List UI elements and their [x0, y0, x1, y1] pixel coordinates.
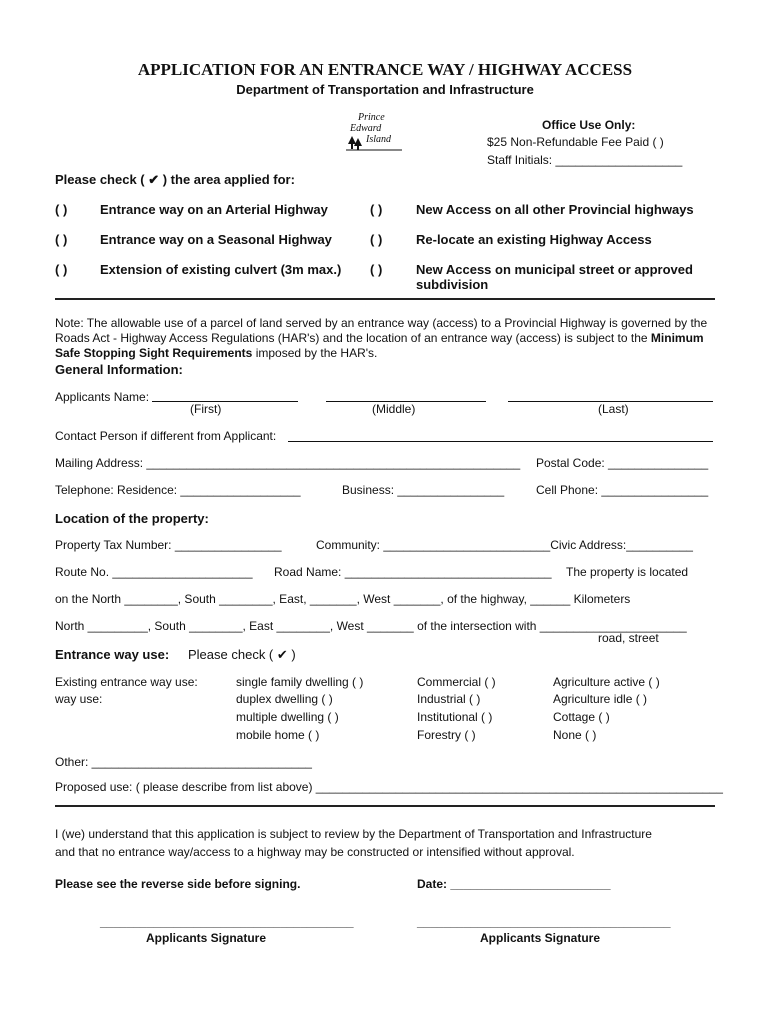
use-agriculture-idle[interactable]: Agriculture idle ( )	[553, 692, 648, 706]
contact-person-label: Contact Person if different from Applicant:	[55, 429, 277, 443]
area-label-relocate: Re-locate an existing Highway Access	[416, 232, 652, 247]
logo-word-3: Island	[366, 134, 391, 145]
area-box-culvert[interactable]: ( )	[55, 262, 68, 277]
signature-line-2[interactable]: ______________________________________	[417, 915, 671, 929]
area-label-arterial: Entrance way on an Arterial Highway	[100, 202, 328, 217]
declaration-line-2: and that no entrance way/access to a highway may be constructed or intensified without approval.	[55, 845, 575, 859]
note-text-2: imposed by the HAR's.	[252, 346, 378, 360]
existing-use-label-2: way use:	[55, 692, 103, 706]
use-single-family[interactable]: single family dwelling ( )	[236, 675, 364, 689]
cell-phone-field[interactable]: Cell Phone: ________________	[536, 483, 709, 497]
last-label: (Last)	[598, 402, 629, 416]
area-box-municipal[interactable]: ( )	[370, 262, 383, 277]
signature-line-1[interactable]: ______________________________________	[100, 915, 354, 929]
form-title: APPLICATION FOR AN ENTRANCE WAY / HIGHWAY ACCESS	[137, 60, 633, 79]
applicant-name-label: Applicants Name:	[55, 390, 150, 404]
mailing-address-field[interactable]: Mailing Address: ________________________________________________________	[55, 456, 521, 470]
residence-phone-field[interactable]: Telephone: Residence: __________________	[55, 483, 301, 497]
area-label-seasonal: Entrance way on a Seasonal Highway	[100, 232, 332, 247]
office-fee: $25 Non-Refundable Fee Paid ( )	[487, 135, 664, 149]
first-name-field[interactable]	[152, 401, 298, 402]
department-subtitle: Department of Transportation and Infrastructure	[236, 82, 534, 97]
property-located-label: The property is located	[566, 565, 689, 579]
proposed-use-field[interactable]: Proposed use: ( please describe from list above) _____________________________________________________________	[55, 780, 723, 794]
check-area-prompt: Please check ( ✔ ) the area applied for:	[55, 172, 295, 187]
road-name-field[interactable]: Road Name: _______________________________	[274, 565, 552, 579]
first-label: (First)	[190, 402, 222, 416]
use-mobile-home[interactable]: mobile home ( )	[236, 728, 320, 742]
pei-logo	[344, 110, 406, 154]
date-field[interactable]: Date: ________________________	[417, 877, 611, 891]
area-label-municipal-cont: subdivision	[416, 277, 489, 292]
signature-label-1: Applicants Signature	[146, 931, 267, 945]
use-commercial[interactable]: Commercial ( )	[417, 675, 496, 689]
area-label-new-access: New Access on all other Provincial highways	[416, 202, 694, 217]
existing-use-label: Existing entrance way use:	[55, 675, 198, 689]
contact-person-field[interactable]	[288, 441, 713, 442]
use-institutional[interactable]: Institutional ( )	[417, 710, 493, 724]
tax-number-field[interactable]: Property Tax Number: ________________	[55, 538, 282, 552]
intersection-field[interactable]: North _________, South ________, East ________, West _______ of the intersection with ______________________	[55, 619, 687, 633]
office-initials: Staff Initials: ___________________	[487, 153, 683, 167]
use-forestry[interactable]: Forestry ( )	[417, 728, 476, 742]
area-box-arterial[interactable]: ( )	[55, 202, 68, 217]
area-label-culvert: Extension of existing culvert (3m max.)	[100, 262, 342, 277]
divider-top	[55, 298, 715, 300]
business-phone-field[interactable]: Business: ________________	[342, 483, 505, 497]
location-heading: Location of the property:	[55, 511, 209, 526]
area-box-relocate[interactable]: ( )	[370, 232, 383, 247]
area-label-municipal: New Access on municipal street or approved	[416, 262, 693, 277]
road-street-label: road, street	[598, 631, 659, 645]
postal-code-field[interactable]: Postal Code: _______________	[536, 456, 709, 470]
area-box-seasonal[interactable]: ( )	[55, 232, 68, 247]
declaration-line-1: I (we) understand that this application is subject to review by the Department of Transportation and Infrastructure	[55, 827, 652, 841]
use-none[interactable]: None ( )	[553, 728, 597, 742]
logo-word-1: Prince	[358, 112, 385, 123]
use-agriculture-active[interactable]: Agriculture active ( )	[553, 675, 660, 689]
use-industrial[interactable]: Industrial ( )	[417, 692, 481, 706]
signature-label-2: Applicants Signature	[480, 931, 601, 945]
use-multiple[interactable]: multiple dwelling ( )	[236, 710, 339, 724]
office-use-heading: Office Use Only:	[542, 118, 636, 132]
route-number-field[interactable]: Route No. _____________________	[55, 565, 253, 579]
note-text-1: Note: The allowable use of a parcel of land served by an entrance way (access) to a Provincial Highway is governed by the Roads Act - Highway Access Regulations (HAR's) and the location of an entrance way (access) is subject to the	[55, 316, 708, 345]
use-check-prompt: Please check ( ✔ )	[188, 647, 296, 662]
highway-location-field[interactable]: on the North ________, South ________, East, _______, West _______, of the highway, ______ Kilometers	[55, 592, 631, 606]
logo-word-2: Edward	[350, 123, 382, 134]
other-use-field[interactable]: Other: _________________________________	[55, 755, 312, 769]
use-cottage[interactable]: Cottage ( )	[553, 710, 610, 724]
note-paragraph	[55, 316, 720, 361]
use-duplex[interactable]: duplex dwelling ( )	[236, 692, 333, 706]
reverse-side-note: Please see the reverse side before signing.	[55, 877, 301, 891]
general-heading: General Information:	[55, 362, 183, 377]
note-bold: Minimum Safe Stopping Sight Requirements	[55, 331, 704, 360]
area-box-new-access[interactable]: ( )	[370, 202, 383, 217]
community-civic-field[interactable]: Community: _________________________Civic Address:__________	[316, 538, 693, 552]
use-heading: Entrance way use:	[55, 647, 170, 662]
middle-label: (Middle)	[372, 402, 416, 416]
divider-bottom	[55, 805, 715, 807]
